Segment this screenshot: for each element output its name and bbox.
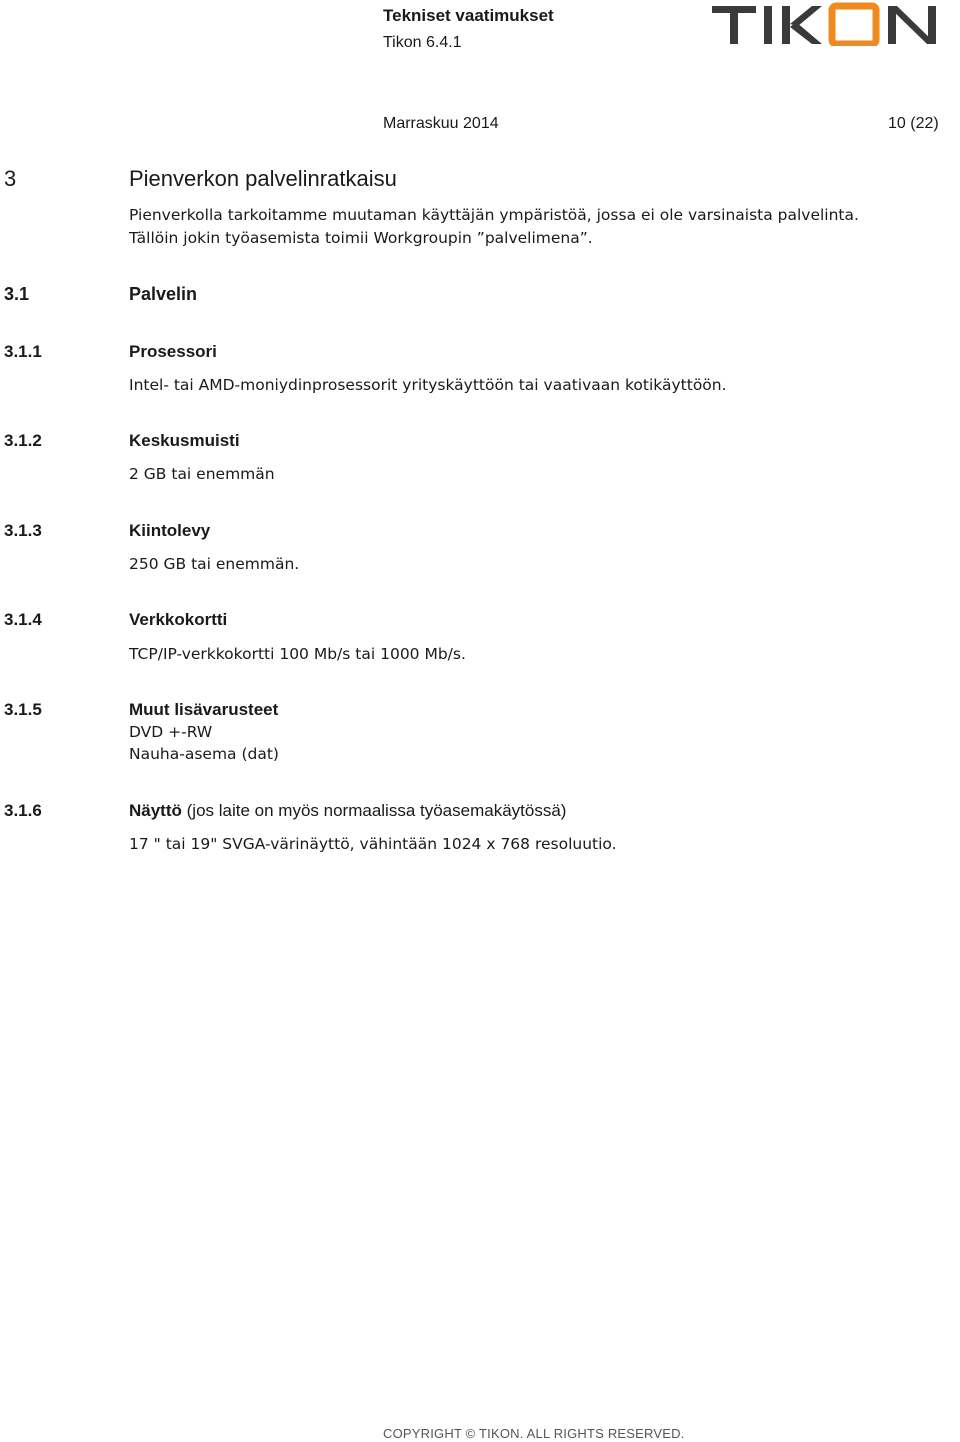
item-text: Nauha-asema (dat) xyxy=(129,745,279,763)
section-intro-line-1: Pienverkolla tarkoitamme muutaman käyttäjän ympäristöä, jossa ei ole varsinaista palvelinta. xyxy=(129,206,859,224)
page-number: 10 (22) xyxy=(888,115,939,132)
item-title-display-suffix: (jos laite on myös normaalissa työasemakäytössä) xyxy=(186,801,567,820)
item-title-display: Näyttö xyxy=(129,801,182,820)
item-number: 3.1.5 xyxy=(4,700,42,719)
item-title-hard-disk: Kiintolevy xyxy=(129,521,211,540)
section-intro-line-2: Tällöin jokin työasemista toimii Workgroupin ”palvelimena”. xyxy=(129,229,593,247)
subsection-number: 3.1 xyxy=(4,284,30,304)
copyright-footer: COPYRIGHT © TIKON. ALL RIGHTS RESERVED. xyxy=(383,1426,685,1441)
item-title-processor: Prosessori xyxy=(129,342,217,361)
item-title-accessories: Muut lisävarusteet xyxy=(129,700,279,719)
document-date: Marraskuu 2014 xyxy=(383,115,499,132)
item-number: 3.1.4 xyxy=(4,610,42,629)
document-version: Tikon 6.4.1 xyxy=(383,34,462,51)
item-number: 3.1.1 xyxy=(4,342,42,361)
item-text: TCP/IP-verkkokortti 100 Mb/s tai 1000 Mb/s. xyxy=(129,645,466,663)
item-number: 3.1.6 xyxy=(4,801,42,820)
section-title: Pienverkon palvelinratkaisu xyxy=(129,166,397,191)
item-text: 2 GB tai enemmän xyxy=(129,465,275,483)
tikon-logo xyxy=(712,2,938,46)
item-title-display-row xyxy=(129,801,566,821)
item-text: DVD +-RW xyxy=(129,723,213,741)
item-number: 3.1.2 xyxy=(4,431,42,450)
item-title-network-card: Verkkokortti xyxy=(129,610,228,629)
item-text: Intel- tai AMD-moniydinprosessorit yrityskäyttöön tai vaativaan kotikäyttöön. xyxy=(129,376,727,394)
item-title-memory: Keskusmuisti xyxy=(129,431,240,450)
section-number: 3 xyxy=(4,166,17,191)
subsection-title: Palvelin xyxy=(129,284,198,304)
item-text: 17 " tai 19" SVGA-värinäyttö, vähintään 1024 x 768 resoluutio. xyxy=(129,835,617,853)
item-number: 3.1.3 xyxy=(4,521,42,540)
item-text: 250 GB tai enemmän. xyxy=(129,555,300,573)
document-title: Tekniset vaatimukset xyxy=(383,6,554,25)
